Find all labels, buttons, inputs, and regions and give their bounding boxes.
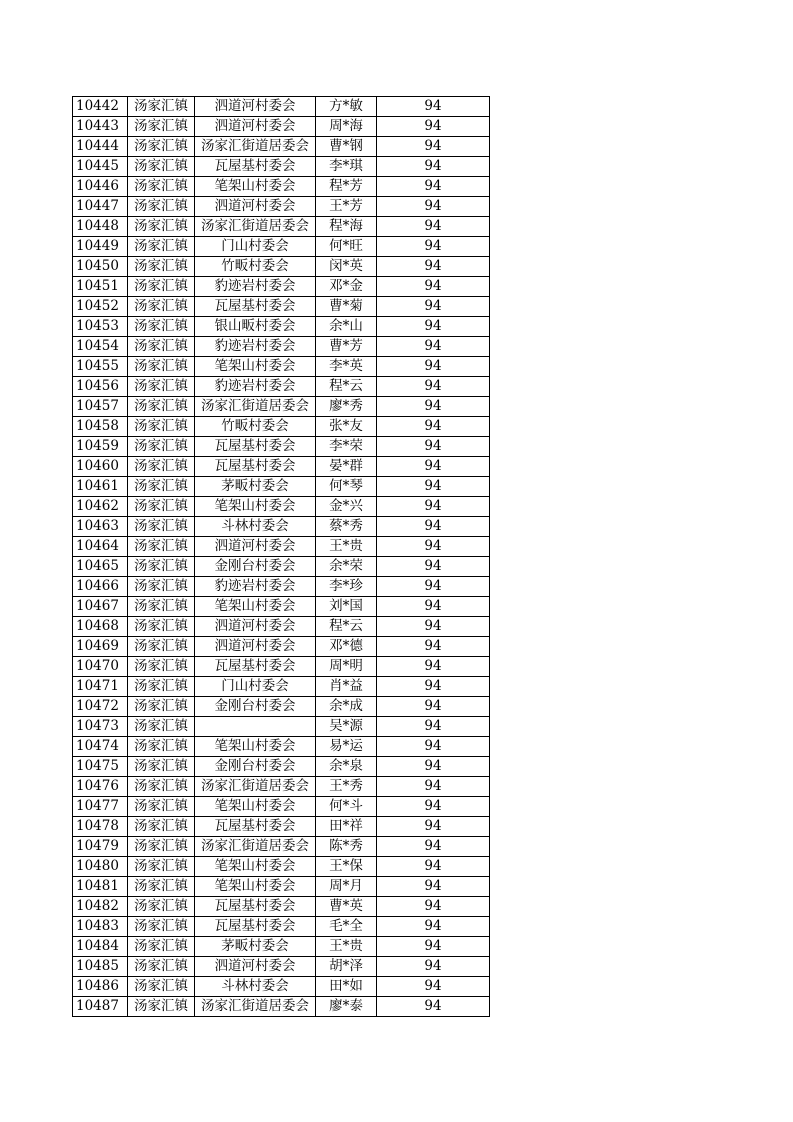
table-row <box>73 477 490 497</box>
table-row <box>73 857 490 877</box>
town-cell: 汤家汇镇 <box>128 757 195 777</box>
record-id-cell: 10461 <box>73 477 128 497</box>
town-cell: 汤家汇镇 <box>128 957 195 977</box>
record-id-cell: 10445 <box>73 157 128 177</box>
town-cell: 汤家汇镇 <box>128 237 195 257</box>
record-id-cell: 10462 <box>73 497 128 517</box>
score-cell: 94 <box>377 817 490 837</box>
village-committee-cell: 竹畈村委会 <box>195 417 316 437</box>
village-committee-cell: 豹迹岩村委会 <box>195 277 316 297</box>
person-name-cell: 蔡*秀 <box>316 517 377 537</box>
table-row <box>73 277 490 297</box>
record-id-cell: 10452 <box>73 297 128 317</box>
table-row <box>73 537 490 557</box>
record-id-cell: 10476 <box>73 777 128 797</box>
record-id-cell: 10477 <box>73 797 128 817</box>
town-cell: 汤家汇镇 <box>128 317 195 337</box>
town-cell: 汤家汇镇 <box>128 537 195 557</box>
person-name-cell: 胡*泽 <box>316 957 377 977</box>
score-cell: 94 <box>377 857 490 877</box>
village-committee-cell: 笔架山村委会 <box>195 797 316 817</box>
village-committee-cell: 瓦屋基村委会 <box>195 457 316 477</box>
table-row <box>73 197 490 217</box>
table-row <box>73 797 490 817</box>
village-committee-cell: 汤家汇街道居委会 <box>195 777 316 797</box>
table-row <box>73 637 490 657</box>
village-committee-cell: 笔架山村委会 <box>195 597 316 617</box>
record-id-cell: 10467 <box>73 597 128 617</box>
town-cell: 汤家汇镇 <box>128 97 195 117</box>
score-cell: 94 <box>377 357 490 377</box>
person-name-cell: 程*芳 <box>316 177 377 197</box>
town-cell: 汤家汇镇 <box>128 717 195 737</box>
table-row <box>73 357 490 377</box>
village-committee-cell: 瓦屋基村委会 <box>195 657 316 677</box>
record-id-cell: 10442 <box>73 97 128 117</box>
town-cell: 汤家汇镇 <box>128 657 195 677</box>
town-cell: 汤家汇镇 <box>128 277 195 297</box>
person-name-cell: 方*敏 <box>316 97 377 117</box>
town-cell: 汤家汇镇 <box>128 217 195 237</box>
score-cell: 94 <box>377 377 490 397</box>
record-id-cell: 10454 <box>73 337 128 357</box>
record-id-cell: 10469 <box>73 637 128 657</box>
town-cell: 汤家汇镇 <box>128 357 195 377</box>
score-cell: 94 <box>377 837 490 857</box>
table-row <box>73 617 490 637</box>
person-name-cell: 易*运 <box>316 737 377 757</box>
score-cell: 94 <box>377 997 490 1017</box>
village-committee-cell: 斗林村委会 <box>195 977 316 997</box>
score-cell: 94 <box>377 337 490 357</box>
record-id-cell: 10465 <box>73 557 128 577</box>
town-cell: 汤家汇镇 <box>128 157 195 177</box>
town-cell: 汤家汇镇 <box>128 697 195 717</box>
person-name-cell: 余*荣 <box>316 557 377 577</box>
record-id-cell: 10468 <box>73 617 128 637</box>
village-committee-cell: 金刚台村委会 <box>195 757 316 777</box>
town-cell: 汤家汇镇 <box>128 557 195 577</box>
record-id-cell: 10449 <box>73 237 128 257</box>
table-row <box>73 317 490 337</box>
village-committee-cell: 豹迹岩村委会 <box>195 337 316 357</box>
village-committee-cell: 瓦屋基村委会 <box>195 897 316 917</box>
town-cell: 汤家汇镇 <box>128 777 195 797</box>
town-cell: 汤家汇镇 <box>128 177 195 197</box>
person-name-cell: 李*琪 <box>316 157 377 177</box>
record-id-cell: 10485 <box>73 957 128 977</box>
person-name-cell: 晏*群 <box>316 457 377 477</box>
table-row <box>73 417 490 437</box>
record-id-cell: 10479 <box>73 837 128 857</box>
table-row <box>73 517 490 537</box>
table-row <box>73 817 490 837</box>
record-id-cell: 10482 <box>73 897 128 917</box>
person-name-cell: 余*成 <box>316 697 377 717</box>
score-cell: 94 <box>377 577 490 597</box>
score-cell: 94 <box>377 897 490 917</box>
table-row <box>73 137 490 157</box>
record-id-cell: 10470 <box>73 657 128 677</box>
town-cell: 汤家汇镇 <box>128 417 195 437</box>
village-committee-cell: 门山村委会 <box>195 237 316 257</box>
village-committee-cell: 泗道河村委会 <box>195 637 316 657</box>
score-cell: 94 <box>377 97 490 117</box>
village-committee-cell: 泗道河村委会 <box>195 117 316 137</box>
village-committee-cell: 金刚台村委会 <box>195 697 316 717</box>
person-name-cell: 陈*秀 <box>316 837 377 857</box>
record-id-cell: 10474 <box>73 737 128 757</box>
score-cell: 94 <box>377 957 490 977</box>
person-name-cell: 曹*英 <box>316 897 377 917</box>
village-committee-cell: 竹畈村委会 <box>195 257 316 277</box>
person-name-cell: 刘*国 <box>316 597 377 617</box>
record-id-cell: 10444 <box>73 137 128 157</box>
score-cell: 94 <box>377 617 490 637</box>
person-name-cell: 王*芳 <box>316 197 377 217</box>
table-row <box>73 177 490 197</box>
record-id-cell: 10487 <box>73 997 128 1017</box>
village-committee-cell: 泗道河村委会 <box>195 197 316 217</box>
table-row <box>73 397 490 417</box>
person-name-cell: 程*云 <box>316 377 377 397</box>
record-id-cell: 10450 <box>73 257 128 277</box>
score-cell: 94 <box>377 237 490 257</box>
record-id-cell: 10466 <box>73 577 128 597</box>
table-row <box>73 757 490 777</box>
person-name-cell: 田*祥 <box>316 817 377 837</box>
score-cell: 94 <box>377 797 490 817</box>
town-cell: 汤家汇镇 <box>128 517 195 537</box>
record-id-cell: 10475 <box>73 757 128 777</box>
village-committee-cell: 瓦屋基村委会 <box>195 917 316 937</box>
record-id-cell: 10451 <box>73 277 128 297</box>
score-cell: 94 <box>377 297 490 317</box>
person-name-cell: 吴*源 <box>316 717 377 737</box>
score-cell: 94 <box>377 157 490 177</box>
score-cell: 94 <box>377 217 490 237</box>
town-cell: 汤家汇镇 <box>128 857 195 877</box>
person-name-cell: 何*琴 <box>316 477 377 497</box>
record-id-cell: 10473 <box>73 717 128 737</box>
person-name-cell: 程*云 <box>316 617 377 637</box>
person-name-cell: 廖*泰 <box>316 997 377 1017</box>
score-cell: 94 <box>377 917 490 937</box>
village-committee-cell: 汤家汇街道居委会 <box>195 997 316 1017</box>
town-cell: 汤家汇镇 <box>128 797 195 817</box>
person-name-cell: 周*明 <box>316 657 377 677</box>
table-row <box>73 677 490 697</box>
village-committee-cell: 汤家汇街道居委会 <box>195 217 316 237</box>
town-cell: 汤家汇镇 <box>128 197 195 217</box>
village-committee-cell: 笔架山村委会 <box>195 737 316 757</box>
table-row <box>73 97 490 117</box>
town-cell: 汤家汇镇 <box>128 457 195 477</box>
town-cell: 汤家汇镇 <box>128 937 195 957</box>
table-row <box>73 997 490 1017</box>
table-row <box>73 917 490 937</box>
record-id-cell: 10484 <box>73 937 128 957</box>
town-cell: 汤家汇镇 <box>128 617 195 637</box>
village-committee-cell: 汤家汇街道居委会 <box>195 837 316 857</box>
score-cell: 94 <box>377 757 490 777</box>
score-cell: 94 <box>377 777 490 797</box>
record-id-cell: 10464 <box>73 537 128 557</box>
person-name-cell: 余*泉 <box>316 757 377 777</box>
record-id-cell: 10483 <box>73 917 128 937</box>
town-cell: 汤家汇镇 <box>128 437 195 457</box>
village-committee-cell: 瓦屋基村委会 <box>195 157 316 177</box>
table-row <box>73 237 490 257</box>
table-row <box>73 297 490 317</box>
village-committee-cell: 金刚台村委会 <box>195 557 316 577</box>
record-id-cell: 10457 <box>73 397 128 417</box>
table-row <box>73 557 490 577</box>
village-committee-cell: 泗道河村委会 <box>195 957 316 977</box>
person-name-cell: 李*英 <box>316 357 377 377</box>
village-committee-cell: 笔架山村委会 <box>195 497 316 517</box>
town-cell: 汤家汇镇 <box>128 677 195 697</box>
record-id-cell: 10453 <box>73 317 128 337</box>
village-committee-cell <box>195 717 316 737</box>
table-row <box>73 977 490 997</box>
village-committee-cell: 茅畈村委会 <box>195 937 316 957</box>
record-id-cell: 10443 <box>73 117 128 137</box>
village-committee-cell: 汤家汇街道居委会 <box>195 137 316 157</box>
table-row <box>73 737 490 757</box>
table-row <box>73 837 490 857</box>
record-table-body <box>73 97 490 1017</box>
person-name-cell: 闵*英 <box>316 257 377 277</box>
score-cell: 94 <box>377 437 490 457</box>
score-cell: 94 <box>377 537 490 557</box>
record-id-cell: 10458 <box>73 417 128 437</box>
score-cell: 94 <box>377 697 490 717</box>
table-row <box>73 657 490 677</box>
score-cell: 94 <box>377 117 490 137</box>
village-committee-cell: 笔架山村委会 <box>195 177 316 197</box>
table-row <box>73 117 490 137</box>
score-cell: 94 <box>377 177 490 197</box>
town-cell: 汤家汇镇 <box>128 877 195 897</box>
record-id-cell: 10446 <box>73 177 128 197</box>
table-row <box>73 597 490 617</box>
person-name-cell: 张*友 <box>316 417 377 437</box>
table-row <box>73 777 490 797</box>
town-cell: 汤家汇镇 <box>128 377 195 397</box>
record-id-cell: 10478 <box>73 817 128 837</box>
village-committee-cell: 瓦屋基村委会 <box>195 297 316 317</box>
person-name-cell: 李*珍 <box>316 577 377 597</box>
score-cell: 94 <box>377 197 490 217</box>
score-cell: 94 <box>377 457 490 477</box>
score-cell: 94 <box>377 657 490 677</box>
person-name-cell: 肖*益 <box>316 677 377 697</box>
score-cell: 94 <box>377 557 490 577</box>
score-cell: 94 <box>377 397 490 417</box>
record-id-cell: 10486 <box>73 977 128 997</box>
person-name-cell: 曹*钢 <box>316 137 377 157</box>
person-name-cell: 金*兴 <box>316 497 377 517</box>
village-committee-cell: 笔架山村委会 <box>195 857 316 877</box>
table-row <box>73 697 490 717</box>
table-row <box>73 877 490 897</box>
town-cell: 汤家汇镇 <box>128 297 195 317</box>
record-id-cell: 10459 <box>73 437 128 457</box>
record-id-cell: 10481 <box>73 877 128 897</box>
town-cell: 汤家汇镇 <box>128 837 195 857</box>
table-row <box>73 497 490 517</box>
score-cell: 94 <box>377 417 490 437</box>
table-row <box>73 957 490 977</box>
score-cell: 94 <box>377 977 490 997</box>
person-name-cell: 王*贵 <box>316 537 377 557</box>
score-cell: 94 <box>377 477 490 497</box>
record-id-cell: 10447 <box>73 197 128 217</box>
town-cell: 汤家汇镇 <box>128 817 195 837</box>
person-name-cell: 曹*芳 <box>316 337 377 357</box>
town-cell: 汤家汇镇 <box>128 977 195 997</box>
person-name-cell: 田*如 <box>316 977 377 997</box>
record-id-cell: 10455 <box>73 357 128 377</box>
town-cell: 汤家汇镇 <box>128 137 195 157</box>
town-cell: 汤家汇镇 <box>128 257 195 277</box>
score-cell: 94 <box>377 937 490 957</box>
record-id-cell: 10463 <box>73 517 128 537</box>
village-committee-cell: 茅畈村委会 <box>195 477 316 497</box>
town-cell: 汤家汇镇 <box>128 897 195 917</box>
table-row <box>73 437 490 457</box>
person-name-cell: 王*保 <box>316 857 377 877</box>
score-cell: 94 <box>377 277 490 297</box>
person-name-cell: 邓*德 <box>316 637 377 657</box>
record-table <box>72 96 490 1017</box>
village-committee-cell: 泗道河村委会 <box>195 617 316 637</box>
person-name-cell: 程*海 <box>316 217 377 237</box>
score-cell: 94 <box>377 637 490 657</box>
score-cell: 94 <box>377 677 490 697</box>
score-cell: 94 <box>377 497 490 517</box>
village-committee-cell: 泗道河村委会 <box>195 97 316 117</box>
village-committee-cell: 泗道河村委会 <box>195 537 316 557</box>
town-cell: 汤家汇镇 <box>128 637 195 657</box>
person-name-cell: 何*斗 <box>316 797 377 817</box>
town-cell: 汤家汇镇 <box>128 577 195 597</box>
person-name-cell: 余*山 <box>316 317 377 337</box>
village-committee-cell: 银山畈村委会 <box>195 317 316 337</box>
village-committee-cell: 豹迹岩村委会 <box>195 577 316 597</box>
table-row <box>73 717 490 737</box>
town-cell: 汤家汇镇 <box>128 477 195 497</box>
table-row <box>73 337 490 357</box>
person-name-cell: 毛*全 <box>316 917 377 937</box>
village-committee-cell: 斗林村委会 <box>195 517 316 537</box>
record-id-cell: 10472 <box>73 697 128 717</box>
town-cell: 汤家汇镇 <box>128 597 195 617</box>
score-cell: 94 <box>377 737 490 757</box>
town-cell: 汤家汇镇 <box>128 397 195 417</box>
record-id-cell: 10460 <box>73 457 128 477</box>
village-committee-cell: 豹迹岩村委会 <box>195 377 316 397</box>
table-row <box>73 457 490 477</box>
table-row <box>73 157 490 177</box>
table-row <box>73 937 490 957</box>
score-cell: 94 <box>377 597 490 617</box>
village-committee-cell: 瓦屋基村委会 <box>195 817 316 837</box>
score-cell: 94 <box>377 517 490 537</box>
town-cell: 汤家汇镇 <box>128 917 195 937</box>
village-committee-cell: 瓦屋基村委会 <box>195 437 316 457</box>
record-id-cell: 10480 <box>73 857 128 877</box>
score-cell: 94 <box>377 717 490 737</box>
person-name-cell: 邓*金 <box>316 277 377 297</box>
person-name-cell: 周*海 <box>316 117 377 137</box>
person-name-cell: 李*荣 <box>316 437 377 457</box>
record-id-cell: 10448 <box>73 217 128 237</box>
person-name-cell: 王*秀 <box>316 777 377 797</box>
village-committee-cell: 笔架山村委会 <box>195 877 316 897</box>
score-cell: 94 <box>377 257 490 277</box>
table-row <box>73 257 490 277</box>
table-row <box>73 217 490 237</box>
town-cell: 汤家汇镇 <box>128 497 195 517</box>
town-cell: 汤家汇镇 <box>128 337 195 357</box>
table-row <box>73 377 490 397</box>
record-id-cell: 10471 <box>73 677 128 697</box>
town-cell: 汤家汇镇 <box>128 737 195 757</box>
person-name-cell: 王*贵 <box>316 937 377 957</box>
person-name-cell: 曹*菊 <box>316 297 377 317</box>
village-committee-cell: 门山村委会 <box>195 677 316 697</box>
record-id-cell: 10456 <box>73 377 128 397</box>
score-cell: 94 <box>377 877 490 897</box>
town-cell: 汤家汇镇 <box>128 997 195 1017</box>
person-name-cell: 何*旺 <box>316 237 377 257</box>
score-cell: 94 <box>377 317 490 337</box>
table-row <box>73 577 490 597</box>
person-name-cell: 周*月 <box>316 877 377 897</box>
village-committee-cell: 笔架山村委会 <box>195 357 316 377</box>
table-row <box>73 897 490 917</box>
town-cell: 汤家汇镇 <box>128 117 195 137</box>
score-cell: 94 <box>377 137 490 157</box>
person-name-cell: 廖*秀 <box>316 397 377 417</box>
village-committee-cell: 汤家汇街道居委会 <box>195 397 316 417</box>
